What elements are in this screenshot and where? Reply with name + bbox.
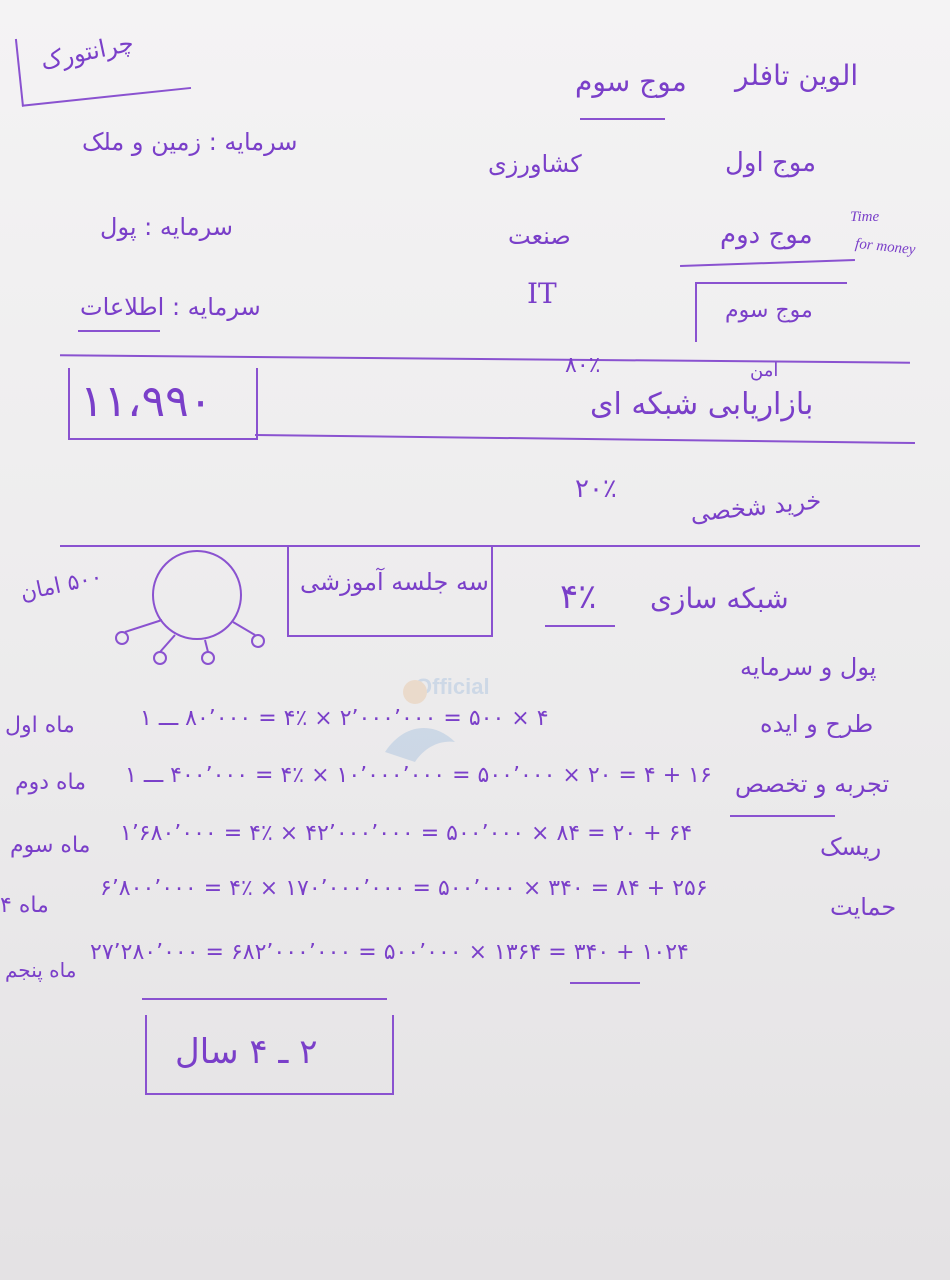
page-subtitle: موج سوم [575, 65, 687, 98]
wave-capital-1: سرمایه : زمین و ملک [82, 128, 298, 156]
bird-icon [345, 662, 545, 792]
wave-label-1: موج اول [725, 148, 817, 178]
training-text: سه جلسه آموزشی [300, 568, 489, 596]
result-box-top [142, 998, 387, 1000]
requirement-5: حمایت [830, 893, 897, 921]
people-count: ۵۰۰ امان [18, 564, 105, 607]
network-marketing-label: بازاریابی شبکه ای [590, 387, 814, 422]
logo-text: چرانتورک [38, 28, 137, 76]
personal-buy-percent: ۲۰٪ [575, 474, 617, 504]
wave-capital-3: سرمایه : اطلاعات [80, 293, 261, 321]
calc-row-5-underline [570, 982, 640, 984]
side-note-1: Time [850, 209, 880, 225]
networking-label: شبکه سازی [650, 582, 789, 615]
networking-percent-underline [545, 625, 615, 627]
wave-label-3: موج سوم [725, 298, 813, 323]
wave-sector-1: کشاورزی [488, 150, 582, 178]
wave-capital-2: سرمایه : پول [100, 213, 233, 241]
calc-row-5-formula: ۱۰۲۴ + ۳۴۰ = ۱۳۶۴ × ۵۰۰٬۰۰۰ = ۶۸۲٬۰۰۰٬۰۰۰ = ۲۷٬۲۸۰٬۰۰۰ [90, 940, 689, 965]
side-note-2: for money [854, 235, 917, 259]
requirement-3: تجربه و تخصص [735, 770, 890, 798]
year-value: ۱۱،۹۹۰ [80, 376, 213, 427]
calc-row-1-month: ماه اول [5, 713, 75, 738]
requirement-4: ریسک [820, 833, 882, 861]
watermark: Official [345, 662, 545, 792]
calc-row-3-formula: ۶۴ + ۲۰ = ۸۴ × ۵۰۰٬۰۰۰ = ۴۲٬۰۰۰٬۰۰۰ × ۴٪ = ۱٬۶۸۰٬۰۰۰ [120, 821, 693, 846]
calc-row-5-month: ماه پنجم [5, 958, 77, 982]
network-marketing-over-label: ۸۰٪ [565, 353, 601, 378]
wave-sector-2: صنعت [508, 222, 571, 250]
wave-sector-3: IT [527, 277, 557, 310]
calc-row-2-formula: ۱۶ + ۴ = ۲۰ × ۵۰۰٬۰۰۰ = ۱۰٬۰۰۰٬۰۰۰ × ۴٪ = ۴۰۰٬۰۰۰ ـــ ۱ [125, 763, 712, 788]
personal-buy-label: خرید شخصی [688, 486, 823, 528]
calc-row-4-formula: ۲۵۶ + ۸۴ = ۳۴۰ × ۵۰۰٬۰۰۰ = ۱۷۰٬۰۰۰٬۰۰۰ × ۴٪ = ۶٬۸۰۰٬۰۰۰ [100, 876, 708, 901]
calc-row-3-month: ماه سوم [10, 833, 91, 858]
calc-row-2-month: ماه دوم [15, 770, 87, 795]
calc-row-4-month: ماه ۴ [0, 893, 49, 918]
result-value: ۲ ـ ۴ سال [175, 1032, 318, 1072]
networking-percent: ۴٪ [560, 577, 597, 617]
wave-label-2: موج دوم [720, 220, 813, 250]
network-marketing-over-label-2: امن [750, 360, 779, 381]
requirement-2: طرح و ایده [760, 710, 874, 738]
requirement-3-underline [730, 815, 835, 817]
calc-row-1-formula: ۴ × ۵۰۰ = ۲٬۰۰۰٬۰۰۰ × ۴٪ = ۸۰٬۰۰۰ ـــ ۱ [140, 706, 549, 731]
requirement-1: پول و سرمایه [740, 653, 877, 681]
page-title: الوین تافلر [735, 59, 859, 92]
